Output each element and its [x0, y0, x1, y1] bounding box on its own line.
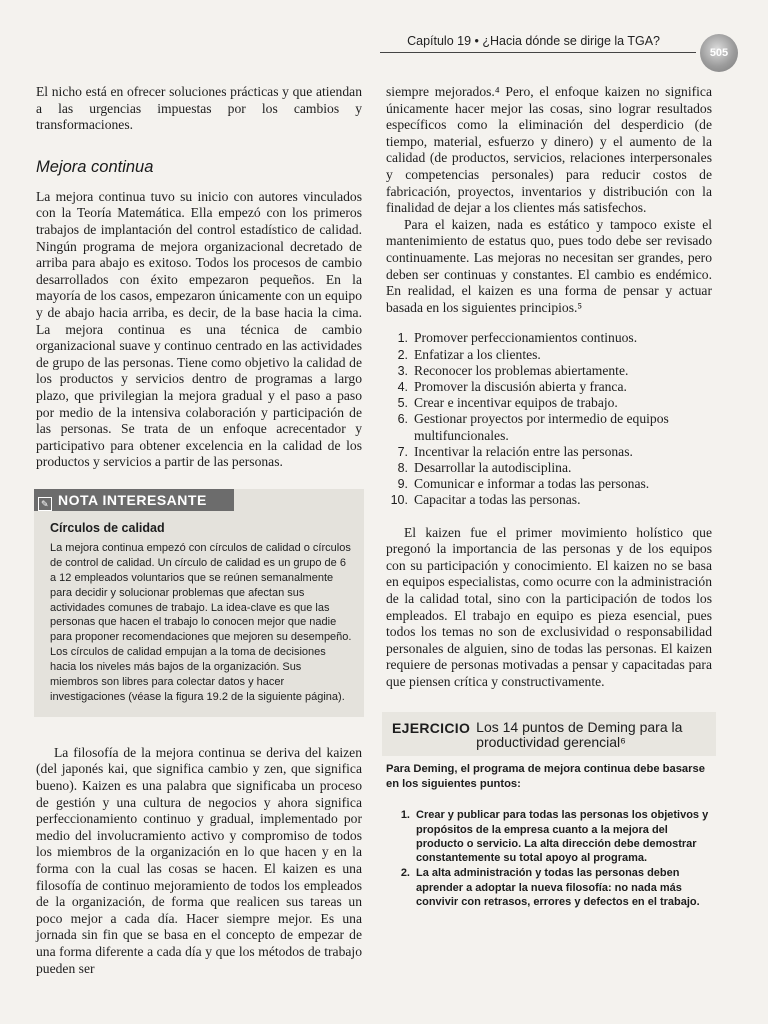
- left-column: [36, 84, 362, 977]
- right-column: [386, 84, 712, 910]
- intro-paragraph: El nicho está en ofrecer soluciones prácticas y que atiendan a las urgencias impuestas por los cambios y transformaciones.: [36, 84, 362, 133]
- list-item: 1. Crear y publicar para todas las personas los objetivos y propósitos de la empresa cuanto a la mejora del producto o servicio. La alta dirección debe demostrar constantemente su total apoyo al programa.: [400, 809, 709, 865]
- section-paragraph: La mejora continua tuvo su inicio con autores vinculados con la Teoría Matemática. Ella empezó con los primeros trabajos de implantación del control estadístico de calidad. Ningún programa de mejora organizacional decretado de arriba para abajo es exitoso. Todos los procesos de cambio desarrollados con éxito empezaron pequeños. En la mayoría de los casos, empezaron únicamente con un equipo y de abajo hacia arriba, es decir, de la base hacia la cima. La mejora continua es una técnica de cambio organizacional suave y continuo centrado en las actividades de grupo de las personas. Tiene como objetivo la calidad de los productos y servicios dentro de programas a largo plazo, que privilegian la mejora gradual y el paso a paso por medio de la intensiva colaboración y participación de las personas. Se trata de un enfoque acrecentador y participativo para obtener excelencia en la calidad de los productos y servicios a partir de las personas.: [36, 188, 362, 470]
- section-heading: Mejora continua: [36, 157, 154, 176]
- list-item: 2. La alta administración y todas las personas deben aprender a adoptar la nueva filosofía: no nada más convivir con retrasos, errores y defectos en el trabajo.: [400, 867, 700, 908]
- nota-title: Círculos de calidad: [50, 520, 165, 535]
- running-header: [380, 28, 740, 68]
- nota-text: La mejora continua empezó con círculos de calidad o círculos de control de calidad. Un círculo de calidad es un grupo de 6 a 12 empleados voluntarios que se reúnen semanalmente para decidir y solucionar problemas que afectan sus actividades comunes de trabajo. La idea-clave es que las personas que hacen el trabajo lo conocen mejor que nadie para proponer recomendaciones que mejoren su desempeño. Los círculos de calidad empujan a la toma de decisiones hacia los niveles más bajos de la organización. Sus miembros son libres para colectar datos y hacer investigaciones (véase la figura 19.2 de la siguiente página).: [50, 541, 352, 703]
- page-number-badge: 505: [700, 34, 738, 72]
- list-item: 3. Reconocer los problemas abiertamente.: [397, 362, 629, 378]
- nota-interesante-box: [34, 489, 364, 717]
- list-item: 10. Capacitar a todas las personas.: [390, 492, 581, 508]
- running-title: Capítulo 19 • ¿Hacia dónde se dirige la TGA?: [407, 34, 660, 48]
- nota-label-bar: [34, 489, 234, 511]
- list-item: 5. Crear e incentivar equipos de trabajo.: [397, 395, 618, 411]
- ejercicio-intro: Para Deming, el programa de mejora continua debe basarse en los siguientes puntos:: [386, 763, 705, 791]
- list-item: 6. Gestionar proyectos por intermedio de equipos multifuncionales.: [397, 411, 669, 443]
- ejercicio-box: [382, 712, 716, 756]
- ejercicio-title: Los 14 puntos de Deming para la productividad gerencial⁶: [476, 719, 683, 751]
- header-rule: [380, 52, 696, 53]
- nota-label: NOTA INTERESANTE: [58, 491, 207, 508]
- principles-paragraph: Para el kaizen, nada es estático y tampoco existe el mantenimiento de estatus quo, pues todo debe ser revisado continuamente. Las mejoras no necesitan ser grandes, pero deben ser continuas y constantes. El cambio es endémico. En realidad, el kaizen es una forma de pensar y actuar basada en los siguientes principios.⁵: [386, 216, 712, 315]
- list-item: 9. Comunicar e informar a todas las personas.: [397, 476, 650, 492]
- nota-icon: ✎: [38, 497, 52, 511]
- list-item: 7. Incentivar la relación entre las personas.: [397, 443, 633, 459]
- list-item: 2. Enfatizar a los clientes.: [397, 346, 541, 362]
- list-item: 8. Desarrollar la autodisciplina.: [397, 459, 572, 475]
- holistic-paragraph: El kaizen fue el primer movimiento holístico que pregonó la importancia de las personas y de los equipos con su participación y conocimiento. El kaizen no se basa en equipos especialistas, como ocurre con la administración de la calidad total, sino con la participación de todos los empleados. El trabajo en equipo es pieza esencial, pues todos los temas no son de exclusividad o responsabilidad personales de alguien, sino de todas las personas. El kaizen requiere de personas motivadas a pensar y capacitadas para que piensen crítica y constructivamente.: [386, 524, 712, 689]
- principles-list: [386, 330, 712, 508]
- deming-points-list: [386, 808, 712, 908]
- ejercicio-tag: EJERCICIO: [392, 720, 471, 737]
- kaizen-paragraph: La filosofía de la mejora continua se deriva del kaizen (del japonés kai, que significa cambio y zen, que significa bueno). Kaizen es una palabra que significaba un proceso de gestión y una cultura de negocios y ahora significa perfeccionamiento continuo y gradual, implementado por medio del involucramiento activo y compromiso de todos los miembros de la organización en lo que hacen y en la forma con la cual las cosas se hacen. El kaizen es una filosofía de continuo mejoramiento de todos los empleados de la organización, de forma que realicen sus tareas un poco mejor a cada día. Hacer siempre mejor. Es una jornada sin fin que se basa en el concepto de empezar de una forma diferente a cada día y que los métodos de trabajo pueden ser: [36, 744, 362, 976]
- continuation-paragraph: siempre mejorados.⁴ Pero, el enfoque kaizen no significa únicamente hacer mejor las cosas, sino lograr resultados específicos como la eliminación del desperdicio (de tiempo, material, esfuerzo y dinero) y el aumento de la calidad (de productos, servicios, relaciones interpersonales y competencias personales) para reducir costos de fabricación, proyectos, inventarios y distribución con la finalidad de dejar a los clientes más satisfechos.: [386, 84, 712, 216]
- ejercicio-header: [392, 720, 706, 750]
- list-item: 1. Promover perfeccionamientos continuos.: [397, 330, 638, 346]
- list-item: 4. Promover la discusión abierta y franca.: [397, 378, 627, 394]
